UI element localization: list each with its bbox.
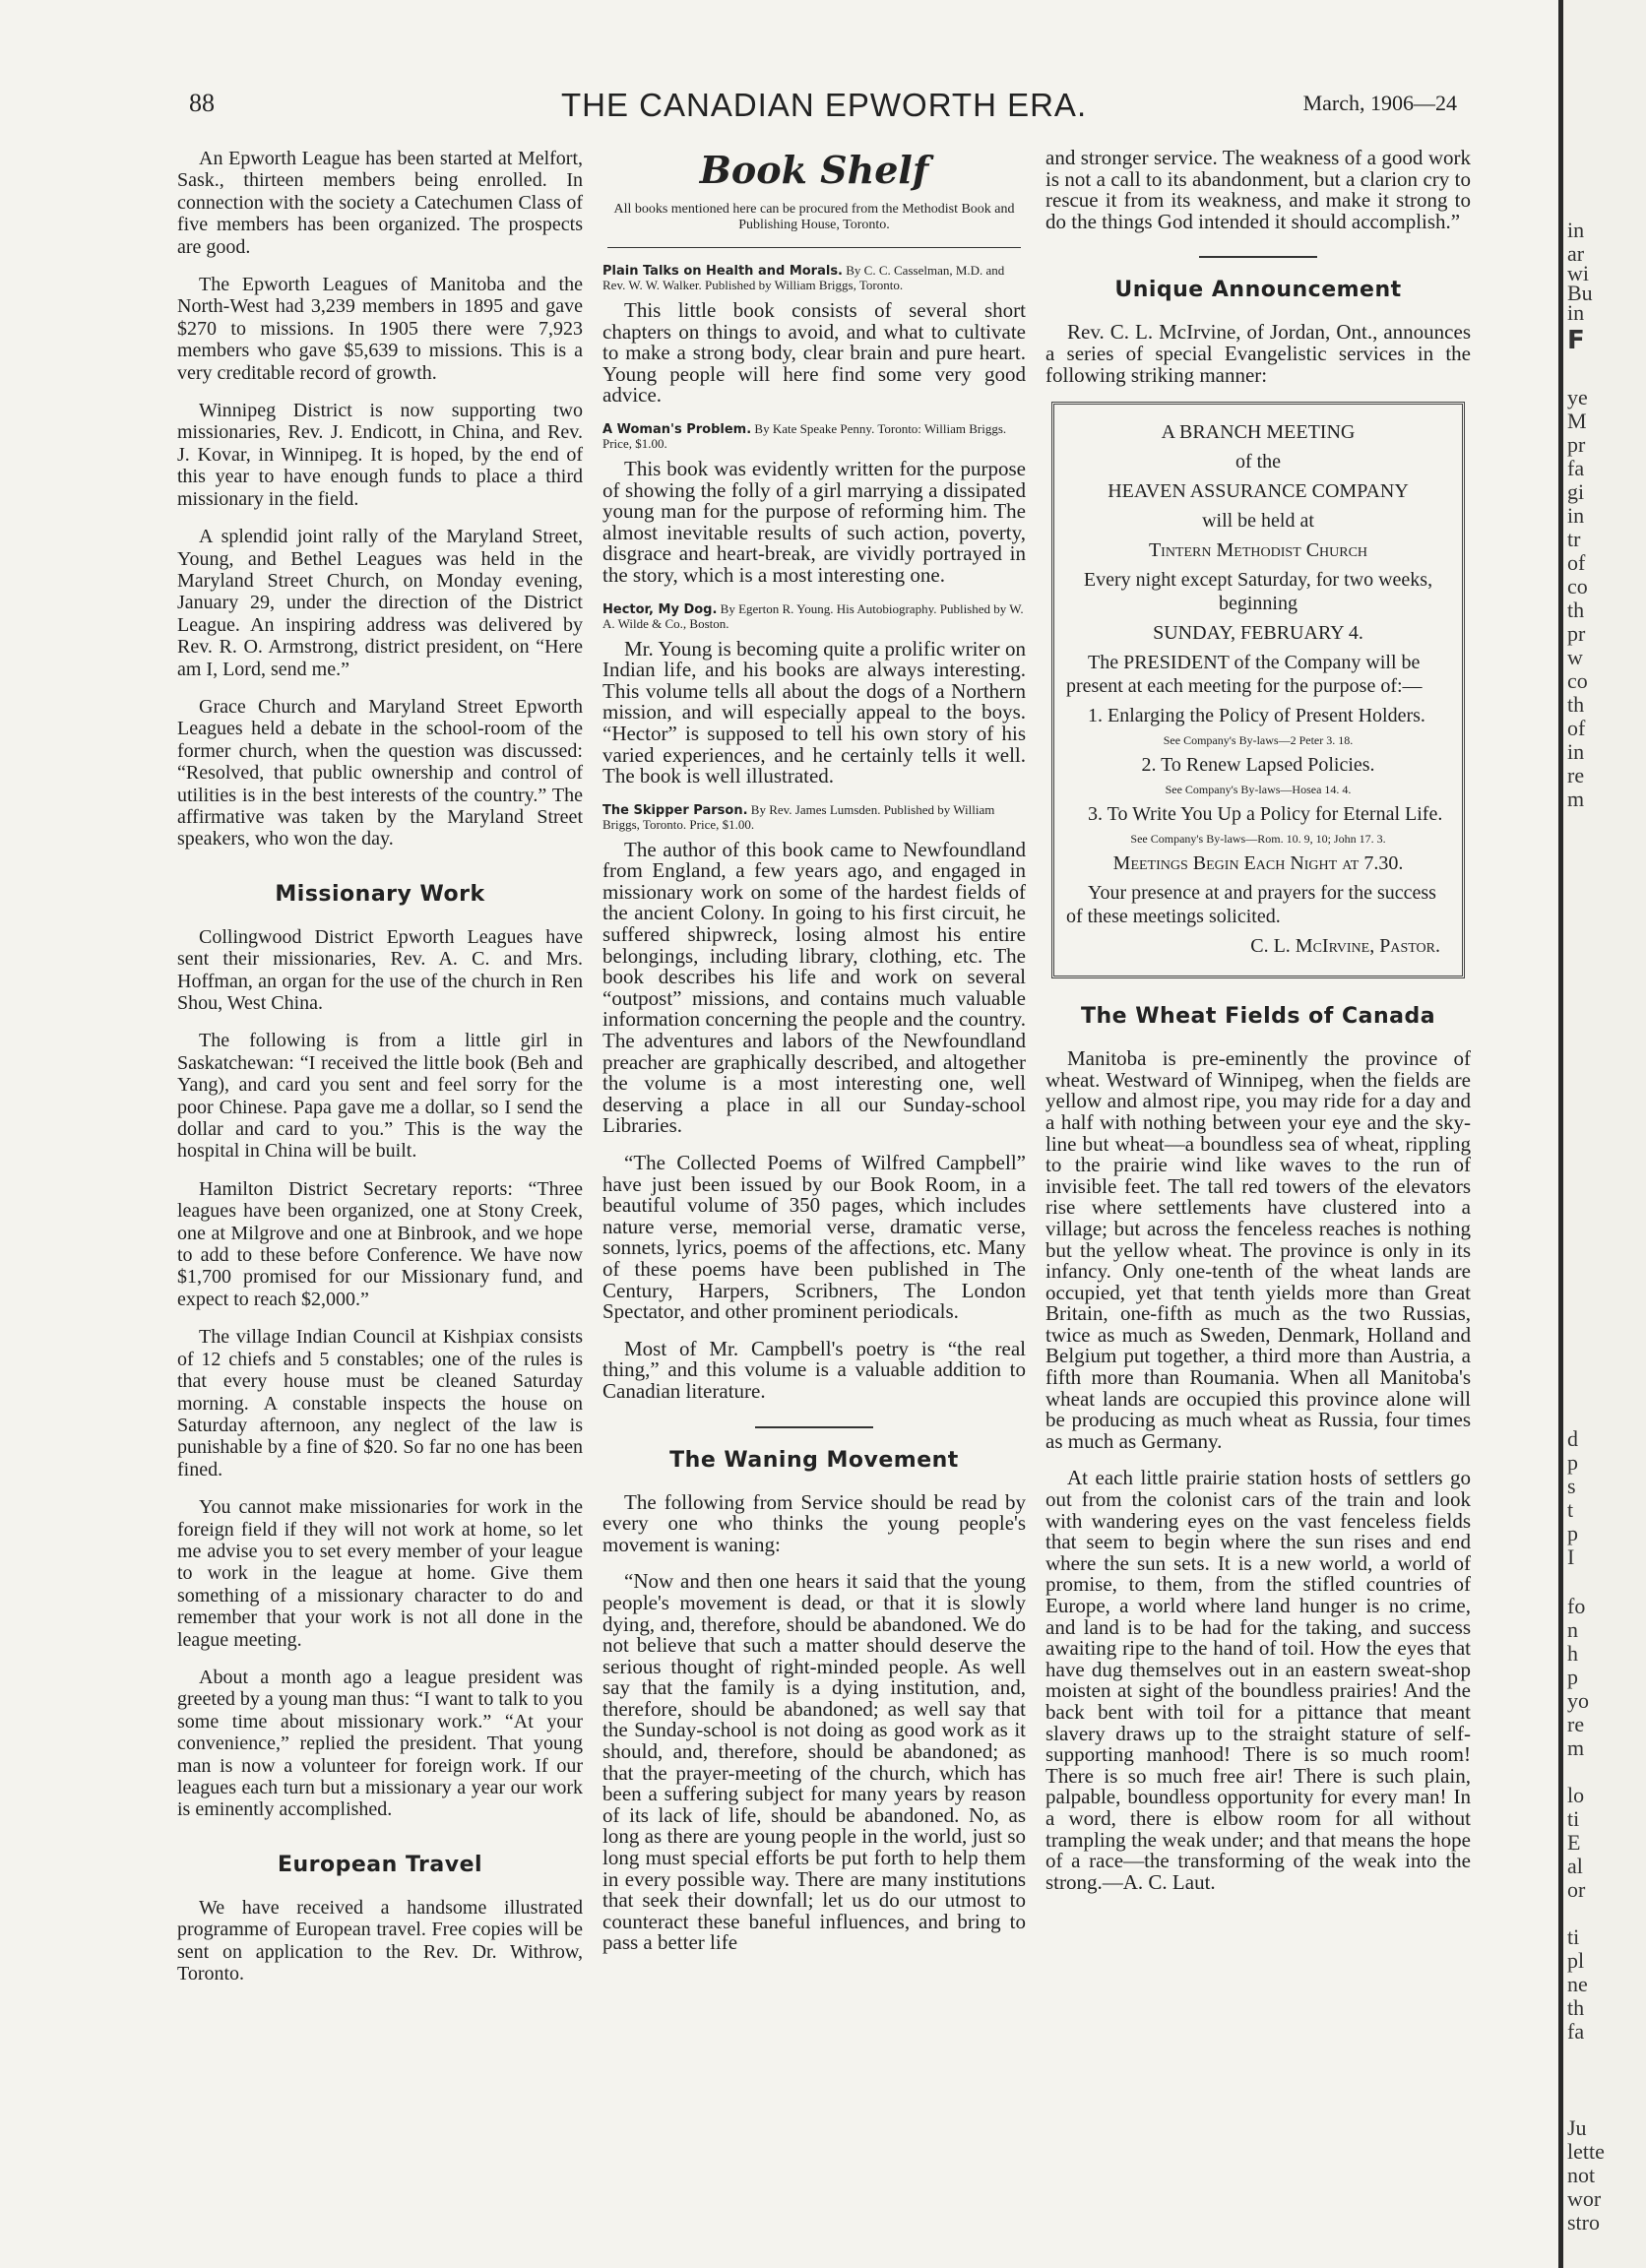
next-page-text: re xyxy=(1567,1712,1585,1736)
book-byline: By Kate Speake Penny. Toronto: William Briggs. Price, $1.00. xyxy=(602,420,1007,451)
next-page-text: I xyxy=(1567,1544,1575,1569)
next-page-text: t xyxy=(1567,1497,1574,1522)
next-page-text: ar xyxy=(1567,241,1585,266)
issue-date: March, 1906—24 xyxy=(1302,91,1457,115)
book-entry-heading xyxy=(602,264,1026,292)
book-byline: By Rev. James Lumsden. Published by William Briggs, Toronto. Price, $1.00. xyxy=(602,801,995,832)
next-page-text: h xyxy=(1567,1641,1578,1666)
divider xyxy=(607,247,1021,248)
paragraph: You cannot make missionaries for work in the foreign field if they will not work at home, so let me advise you to set every member of your league to work in the league at home. Give them something of a missionary character to do and remember that your work is not all done in the league meeting. xyxy=(177,1496,583,1651)
next-page-text: fa xyxy=(1567,456,1585,480)
next-page-text: yo xyxy=(1567,1688,1589,1713)
unique-announcement-heading: Unique Announcement xyxy=(1114,278,1402,303)
column-right xyxy=(1045,148,1471,1909)
paragraph: and stronger service. The weakness of a good work is not a call to its abandonment, but a clarion cry to rescue it from its weakness, and make it strong to do the things God intended it should accomplish.” xyxy=(1045,146,1471,233)
next-page-text: tr xyxy=(1567,527,1581,551)
next-page-text: in xyxy=(1567,739,1585,764)
notice-line: Tintern Methodist Church xyxy=(1148,539,1368,562)
next-page-text: s xyxy=(1567,1474,1576,1498)
next-page-text: Ju xyxy=(1567,2115,1587,2140)
next-page-text: Bu xyxy=(1567,281,1593,305)
next-page-text: of xyxy=(1567,550,1586,575)
notice-line: The PRESIDENT of the Company will be present at each meeting for the purpose of:— xyxy=(1066,652,1423,698)
notice-line: Your presence at and prayers for the success of these meetings solicited. xyxy=(1066,882,1436,928)
next-page-text: ti xyxy=(1567,1806,1580,1831)
notice-line: SUNDAY, FEBRUARY 4. xyxy=(1153,622,1363,645)
next-page-text: m xyxy=(1567,1735,1585,1760)
book-review: The author of this book came to Newfoundland from England, a few years ago, and engaged in missionary work on some of the hardest fields of the ancient Colony. In going to his first circuit, he suffered shipwreck, losing almost his entire belongings, including library, clothing, etc. The book describes his life and work on several “outpost” missions, and contains much valuable information concerning the people and the country. The adventures and labors of the Newfoundland preacher are graphically described, and altogether the volume is a most interesting one, well deserving a place in all our Sunday-school Libraries. xyxy=(602,837,1026,1138)
next-page-text: wi xyxy=(1567,261,1589,285)
book-review: Most of Mr. Campbell's poetry is “the real thing,” and this volume is a valuable addition to Canadian literature. xyxy=(602,1336,1026,1403)
running-header xyxy=(177,87,1457,126)
book-byline: By C. C. Casselman, M.D. and Rev. W. W. Walker. Published by William Briggs, Toronto. xyxy=(602,263,1005,292)
paragraph: The Epworth Leagues of Manitoba and the North-West had 3,239 members in 1895 and gave $270 to missions. In 1905 there were 7,923 members who gave $5,639 to missions. This is a very creditable record of growth. xyxy=(177,274,583,384)
notice-item: 1. Enlarging the Policy of Present Holders. xyxy=(1088,705,1425,727)
next-page-text: of xyxy=(1567,716,1586,740)
paragraph: Winnipeg District is now supporting two missionaries, Rev. J. Endicott, in China, and Rev. J. Kovar, in Winnipeg. It is hoped, by the end of this year to have enough funds to place a third missionary in the field. xyxy=(177,400,583,510)
book-review: This book was evidently written for the purpose of showing the folly of a girl marrying a dissipated young man for the purpose of reforming him. The almost inevitable results of such action, poverty, disgrace and heart-break, are vividly portrayed in the story, which is a most interesting one. xyxy=(602,456,1026,587)
book-title: Hector, My Dog. xyxy=(602,601,718,617)
next-page-text: p xyxy=(1567,1450,1578,1475)
missionary-work-heading: Missionary Work xyxy=(275,881,485,907)
paragraph: We have received a handsome illustrated programme of European travel. Free copies will be sent on application to the Rev. Dr. Withrow, Toronto. xyxy=(177,1896,583,1985)
european-travel-heading: European Travel xyxy=(277,1852,483,1877)
page-number: 88 xyxy=(189,89,215,117)
column-middle xyxy=(602,148,1026,1970)
book-review: This little book consists of several short chapters on things to avoid, and what to cultivate to make a strong body, clear brain and pure heart. Young people will here find some very good advice. xyxy=(602,298,1026,408)
next-page-text: lette xyxy=(1567,2139,1605,2164)
next-page-text: p xyxy=(1567,1521,1578,1545)
next-page-text: ti xyxy=(1567,1924,1580,1949)
next-page-text: th xyxy=(1567,692,1585,717)
wheat-fields-heading: The Wheat Fields of Canada xyxy=(1080,1004,1436,1030)
notice-reference: See Company's By-laws—Rom. 10. 9, 10; John 17. 3. xyxy=(1130,832,1386,847)
book-shelf-note: All books mentioned here can be procured from the Methodist Book and Publishing House, Toronto. xyxy=(613,202,1015,232)
notice-line: HEAVEN ASSURANCE COMPANY xyxy=(1108,480,1409,503)
next-page-text: gi xyxy=(1567,479,1585,504)
notice-line: A BRANCH MEETING xyxy=(1161,421,1356,444)
waning-movement-heading: The Waning Movement xyxy=(669,1447,959,1473)
next-page-text: or xyxy=(1567,1877,1586,1902)
next-page-text: E xyxy=(1567,1830,1581,1855)
journal-title: THE CANADIAN EPWORTH ERA. xyxy=(561,87,1088,123)
paragraph: Manitoba is pre-eminently the province of wheat. Westward of Winnipeg, when the fields are yellow and almost ripe, you may ride for a day and a half with nothing between your eye and the sky-line but wheat—a boundless sea of wheat, rippling to the prairie wind like waves to the run of invisible feet. The tall red towers of the elevators rise where settlements have clustered into a village; but across the fenceless reaches is nothing but the yellow wheat. The province is only in its infancy. Only one-tenth of the wheat lands are occupied, yet that tenth yields more than Great Britain, one-fifth as much as the two Russias, twice as much as Sweden, Denmark, Holland and Belgium put together, a third more than Austria, a fifth more than Roumania. When all Manitoba's wheat lands are occupied this province alone will be producing as much wheat as Russia, four times as much as Germany. xyxy=(1045,1046,1471,1453)
book-review: “The Collected Poems of Wilfred Campbell” have just been issued by our Book Room, in a beautiful volume of 350 pages, which includes nature verse, memorial verse, dramatic verse, sonnets, lyrics, poems of the affections, etc. Many of these poems have been published in The Century, Harpers, Scribners, The London Spectator, and other prominent periodicals. xyxy=(602,1151,1026,1324)
paragraph: The following is from a little girl in Saskatchewan: “I received the little book (Beh and Yang), and card you sent and feel sorry for the poor Chinese. Papa gave me a dollar, so I send the dollar and card to you.” This is the way the hospital in China will be built. xyxy=(177,1030,583,1163)
next-page-text: pr xyxy=(1567,621,1586,646)
notice-line: will be held at xyxy=(1202,510,1314,533)
notice-item: 2. To Renew Lapsed Policies. xyxy=(1141,754,1375,777)
book-title: Plain Talks on Health and Morals. xyxy=(602,264,843,279)
next-page-text: ne xyxy=(1567,1972,1588,1996)
next-page-text: d xyxy=(1567,1426,1578,1451)
next-page-text: co xyxy=(1567,574,1588,598)
book-entry-heading xyxy=(602,602,1026,631)
next-page-heading: F xyxy=(1567,326,1585,355)
next-page-text: fo xyxy=(1567,1594,1586,1618)
book-entry-heading xyxy=(602,803,1026,832)
next-page-text: stro xyxy=(1567,2210,1600,2235)
paragraph: Rev. C. L. McIrvine, of Jordan, Ont., announces a series of special Evangelistic services in the following striking manner: xyxy=(1045,320,1471,387)
book-title: The Skipper Parson. xyxy=(602,802,748,818)
notice-item: 3. To Write You Up a Policy for Eternal Life. xyxy=(1088,803,1443,826)
next-page-text: wor xyxy=(1567,2186,1602,2211)
next-page-text: ye xyxy=(1567,385,1588,410)
next-page-text: co xyxy=(1567,668,1588,693)
next-page-text: w xyxy=(1567,645,1583,669)
next-page-text: pr xyxy=(1567,432,1586,457)
paragraph: Grace Church and Maryland Street Epworth Leagues held a debate in the school-room of the former church, when the question was discussed: “Resolved, that public ownership and control of utilities is in the best interests of the country.” The affirmative was taken by the Maryland Street speakers, who won the day. xyxy=(177,695,583,850)
announcement-notice-box xyxy=(1051,402,1465,978)
next-page-text: in xyxy=(1567,218,1585,242)
divider xyxy=(755,1426,873,1428)
next-page-fragment xyxy=(1563,0,1646,2268)
divider xyxy=(1199,256,1317,258)
book-entry-heading xyxy=(602,422,1026,451)
notice-reference: See Company's By-laws—2 Peter 3. 18. xyxy=(1163,733,1354,748)
next-page-text: n xyxy=(1567,1617,1578,1642)
book-shelf-title: Book Shelf xyxy=(699,148,929,192)
next-page-text: re xyxy=(1567,763,1585,788)
paragraph: About a month ago a league president was greeted by a young man thus: “I want to talk to you some time about missionary work.” “At your convenience,” replied the president. That young man is now a volunteer for foreign work. If our leagues each turn but a missionary a year our work is eminently accomplished. xyxy=(177,1666,583,1821)
column-left xyxy=(177,148,583,2000)
next-page-text: in xyxy=(1567,300,1585,325)
paragraph: The village Indian Council at Kishpiax consists of 12 chiefs and 5 constables; one of the rules is that every house must be cleaned Saturday morning. A constable inspects the house on Saturday afternoon, any neglect of the law is punishable by a fine of $20. So far no one has been fined. xyxy=(177,1326,583,1480)
book-byline: By Egerton R. Young. His Autobiography. Published by W. A. Wilde & Co., Boston. xyxy=(602,600,1024,631)
next-page-text: M xyxy=(1567,409,1587,433)
notice-line: Meetings Begin Each Night at 7.30. xyxy=(1112,852,1404,875)
next-page-text: pl xyxy=(1567,1948,1585,1973)
next-page-text: p xyxy=(1567,1665,1578,1689)
next-page-text: al xyxy=(1567,1854,1583,1878)
book-title: A Woman's Problem. xyxy=(602,421,752,437)
next-page-text: lo xyxy=(1567,1783,1585,1807)
next-page-text: fa xyxy=(1567,2019,1585,2044)
notice-line: of the xyxy=(1234,451,1282,473)
paragraph: At each little prairie station hosts of settlers go out from the colonist cars of the train and look with wandering eyes on the vast fenceless fields that seem to begin where the sun rises and end where the sun sets. It is a new world, a world of promise, to them, from the stifled countries of Europe, a world where land hunger is no crime, and land is to be had for the taking, and success awaiting ripe to the hand of toil. How the eyes that have dug themselves out in an eastern sweat-shop moisten at sight of the boundless prairies! And the back bent with toil for a pittance that meant slavery draws up to the straight stature of self-supporting manhood! There is so much room! There is so much free air! There is such plain, palpable, boundless opportunity for every man! In a word, there is elbow room for all without trampling the weak under; and that means the hope of a race—the transforming of the weak into the strong.—A. C. Laut. xyxy=(1045,1466,1471,1894)
next-page-text: not xyxy=(1567,2163,1596,2187)
paragraph: Collingwood District Epworth Leagues have sent their missionaries, Rev. A. C. and Mrs. Hoffman, an organ for the use of the church in Ren Shou, West China. xyxy=(177,925,583,1014)
next-page-text: in xyxy=(1567,503,1585,528)
paragraph: Hamilton District Secretary reports: “Three leagues have been organized, one at Stony Creek, one at Milgrove and one at Binbrook, and we hope to add to these before Conference. We have now $1,700 promised for our Missionary fund, and expect to reach $2,000.” xyxy=(177,1177,583,1310)
paragraph: The following from Service should be read by every one who thinks the young people's movement is waning: xyxy=(602,1489,1026,1556)
next-page-text: th xyxy=(1567,598,1585,622)
notice-signature: C. L. McIrvine, Pastor. xyxy=(1250,935,1440,958)
next-page-text: th xyxy=(1567,1995,1585,2020)
paragraph: An Epworth League has been started at Melfort, Sask., thirteen members being enrolled. In connection with the society a Catechumen Class of five members has been organized. The prospects are good. xyxy=(177,148,583,258)
notice-line: Every night except Saturday, for two weeks, beginning xyxy=(1083,569,1433,615)
paragraph: “Now and then one hears it said that the young people's movement is dead, or that it is slowly dying, and, therefore, should be abandoned. We do not believe that such a matter should deserve the serious thought of right-minded people. As well say that the family is a dying institution, and, therefore, should be abandoned; as well say that the Sunday-school is not doing as good work as it should, and, therefore, should be abandoned; as that the prayer-meeting of the church, which has been a suffering subject for many years by reason of its lack of life, should be abandoned. No, as long as there are young people in the world, just so long must special efforts be put forth to help them in every possible way. There are many institutions that seek their downfall; let us do our utmost to counteract these baneful influences, and bring to pass a better life xyxy=(602,1569,1026,1955)
book-review: Mr. Young is becoming quite a prolific writer on Indian life, and his books are always interesting. This volume tells all about the dogs of a Northern mission, and will especially appeal to the boys. “Hector” is supposed to tell his own story of his varied experiences, and he certainly tells it well. The book is well illustrated. xyxy=(602,636,1026,788)
notice-reference: See Company's By-laws—Hosea 14. 4. xyxy=(1165,783,1352,797)
paragraph: A splendid joint rally of the Maryland Street, Young, and Bethel Leagues was held in the Maryland Street Church, on Monday evening, January 29, under the direction of the District League. An inspiring address was delivered by Rev. R. O. Armstrong, district president, on “Here am I, Lord, send me.” xyxy=(177,526,583,680)
next-page-text: m xyxy=(1567,787,1585,811)
